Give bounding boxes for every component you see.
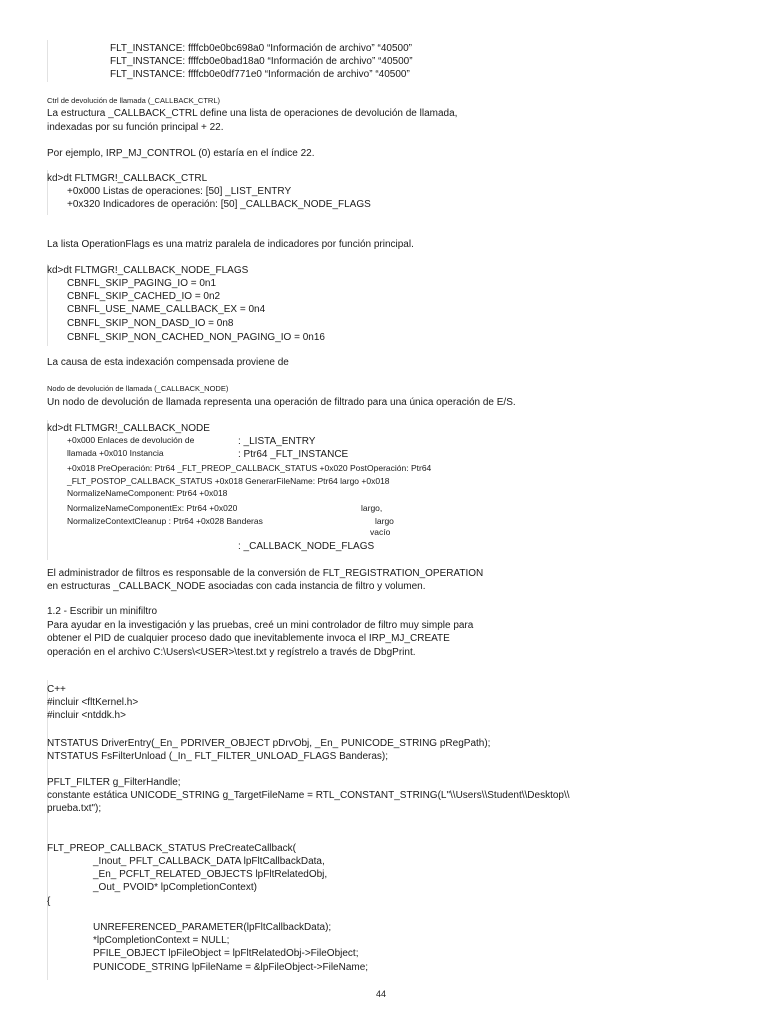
- struct-field: _FLT_POSTOP_CALLBACK_STATUS +0x018 GenerarFileName: Ptr64 largo +0x018: [67, 476, 390, 486]
- flag-entry: CBNFL_USE_NAME_CALLBACK_EX = 0n4: [67, 304, 266, 315]
- flag-entry: CBNFL_SKIP_CACHED_IO = 0n2: [67, 291, 221, 302]
- struct-field: +0x000 Enlaces de devolución de: [67, 435, 195, 445]
- instance-line: FLT_INSTANCE: ffffcb0e0bc698a0 “Información de archivo” “40500”: [110, 43, 413, 54]
- debugger-command: kd>dt FLTMGR!_CALLBACK_CTRL: [47, 173, 208, 184]
- struct-field: +0x000 Listas de operaciones: [50] _LIST_ENTRY: [67, 186, 292, 197]
- section-heading: 1.2 - Escribir un minifiltro: [47, 606, 158, 617]
- struct-field-type: : _LISTA_ENTRY: [238, 436, 316, 447]
- instance-line: FLT_INSTANCE: ffffcb0e0bad18a0 “Información de archivo” “40500”: [110, 56, 413, 67]
- paragraph-line: La lista OperationFlags es una matriz paralela de indicadores por función principal.: [47, 239, 414, 250]
- struct-field: NormalizeNameComponentEx: Ptr64 +0x020: [67, 503, 238, 513]
- struct-field: +0x018 PreOperación: Ptr64 _FLT_PREOP_CALLBACK_STATUS +0x020 PostOperación: Ptr64: [67, 463, 432, 473]
- flag-entry: CBNFL_SKIP_PAGING_IO = 0n1: [67, 278, 217, 289]
- struct-field-type: largo,: [361, 503, 383, 513]
- struct-field-type: vacío: [370, 527, 391, 537]
- code-block-bar: [47, 680, 51, 980]
- struct-field: +0x320 Indicadores de operación: [50] _CALLBACK_NODE_FLAGS: [67, 199, 371, 210]
- paragraph-line: El administrador de filtros es responsable de la conversión de FLT_REGISTRATION_OPERATION: [47, 568, 484, 579]
- struct-field-type: : _CALLBACK_NODE_FLAGS: [238, 541, 375, 552]
- paragraph-line: Para ayudar en la investigación y las pruebas, creé un mini controlador de filtro muy simple para: [47, 620, 474, 631]
- code-block-bar: [47, 40, 48, 82]
- paragraph-line: indexadas por su función principal + 22.: [47, 122, 224, 133]
- code-line: _Out_ PVOID* lpCompletionContext): [93, 882, 257, 893]
- section-heading: Ctrl de devolución de llamada (_CALLBACK_CTRL): [47, 96, 220, 105]
- code-block-bar: [47, 420, 48, 560]
- struct-field: NormalizeNameComponent: Ptr64 +0x018: [67, 488, 228, 498]
- code-line: *lpCompletionContext = NULL;: [93, 935, 230, 946]
- struct-field: llamada +0x010 Instancia: [67, 448, 164, 458]
- code-line: _Inout_ PFLT_CALLBACK_DATA lpFltCallbackData,: [93, 856, 325, 867]
- code-line: {: [47, 896, 51, 907]
- code-line: PUNICODE_STRING lpFileName = &lpFileObject->FileName;: [93, 962, 369, 973]
- flag-entry: CBNFL_SKIP_NON_CACHED_NON_PAGING_IO = 0n16: [67, 332, 325, 343]
- code-line: FLT_PREOP_CALLBACK_STATUS PreCreateCallback(: [47, 843, 296, 854]
- struct-field: NormalizeContextCleanup : Ptr64 +0x028 Banderas: [67, 516, 263, 526]
- code-line: PFLT_FILTER g_FilterHandle;: [47, 777, 181, 788]
- code-line: _En_ PCFLT_RELATED_OBJECTS lpFltRelatedObj,: [93, 869, 328, 880]
- paragraph-line: obtener el PID de cualquier proceso dado que inevitablemente invoca el IRP_MJ_CREATE: [47, 633, 450, 644]
- paragraph-line: La estructura _CALLBACK_CTRL define una lista de operaciones de devolución de llamada,: [47, 108, 458, 119]
- code-line: #incluir <fltKernel.h>: [47, 697, 139, 708]
- code-line: NTSTATUS FsFilterUnload (_In_ FLT_FILTER_UNLOAD_FLAGS Banderas);: [47, 751, 389, 762]
- code-language-label: C++: [47, 684, 66, 695]
- struct-field-type: largo: [375, 516, 394, 526]
- code-line: UNREFERENCED_PARAMETER(lpFltCallbackData);: [93, 922, 332, 933]
- paragraph-line: operación en el archivo C:\Users\<USER>\test.txt y regístrelo a través de DbgPrint.: [47, 647, 416, 658]
- instance-line: FLT_INSTANCE: ffffcb0e0df771e0 “Información de archivo” “40500”: [110, 69, 410, 80]
- paragraph-line: La causa de esta indexación compensada proviene de: [47, 357, 289, 368]
- debugger-command: kd>dt FLTMGR!_CALLBACK_NODE_FLAGS: [47, 265, 249, 276]
- section-heading: Nodo de devolución de llamada (_CALLBACK_NODE): [47, 384, 229, 393]
- paragraph-line: en estructuras _CALLBACK_NODE asociadas con cada instancia de filtro y volumen.: [47, 581, 426, 592]
- code-line: constante estática UNICODE_STRING g_TargetFileName = RTL_CONSTANT_STRING(L"\\Users\\Student\\Desktop\\: [47, 790, 570, 801]
- code-line: #incluir <ntddk.h>: [47, 710, 126, 721]
- debugger-command: kd>dt FLTMGR!_CALLBACK_NODE: [47, 423, 210, 434]
- struct-field-type: : Ptr64 _FLT_INSTANCE: [238, 449, 349, 460]
- paragraph-line: Por ejemplo, IRP_MJ_CONTROL (0) estaría en el índice 22.: [47, 148, 315, 159]
- paragraph-line: Un nodo de devolución de llamada representa una operación de filtrado para una única operación de E/S.: [47, 397, 516, 408]
- code-line: prueba.txt");: [47, 803, 102, 814]
- flag-entry: CBNFL_SKIP_NON_DASD_IO = 0n8: [67, 318, 234, 329]
- page-number: 44: [376, 989, 387, 999]
- code-line: PFILE_OBJECT lpFileObject = lpFltRelatedObj->FileObject;: [93, 948, 359, 959]
- code-line: NTSTATUS DriverEntry(_En_ PDRIVER_OBJECT pDrvObj, _En_ PUNICODE_STRING pRegPath);: [47, 738, 491, 749]
